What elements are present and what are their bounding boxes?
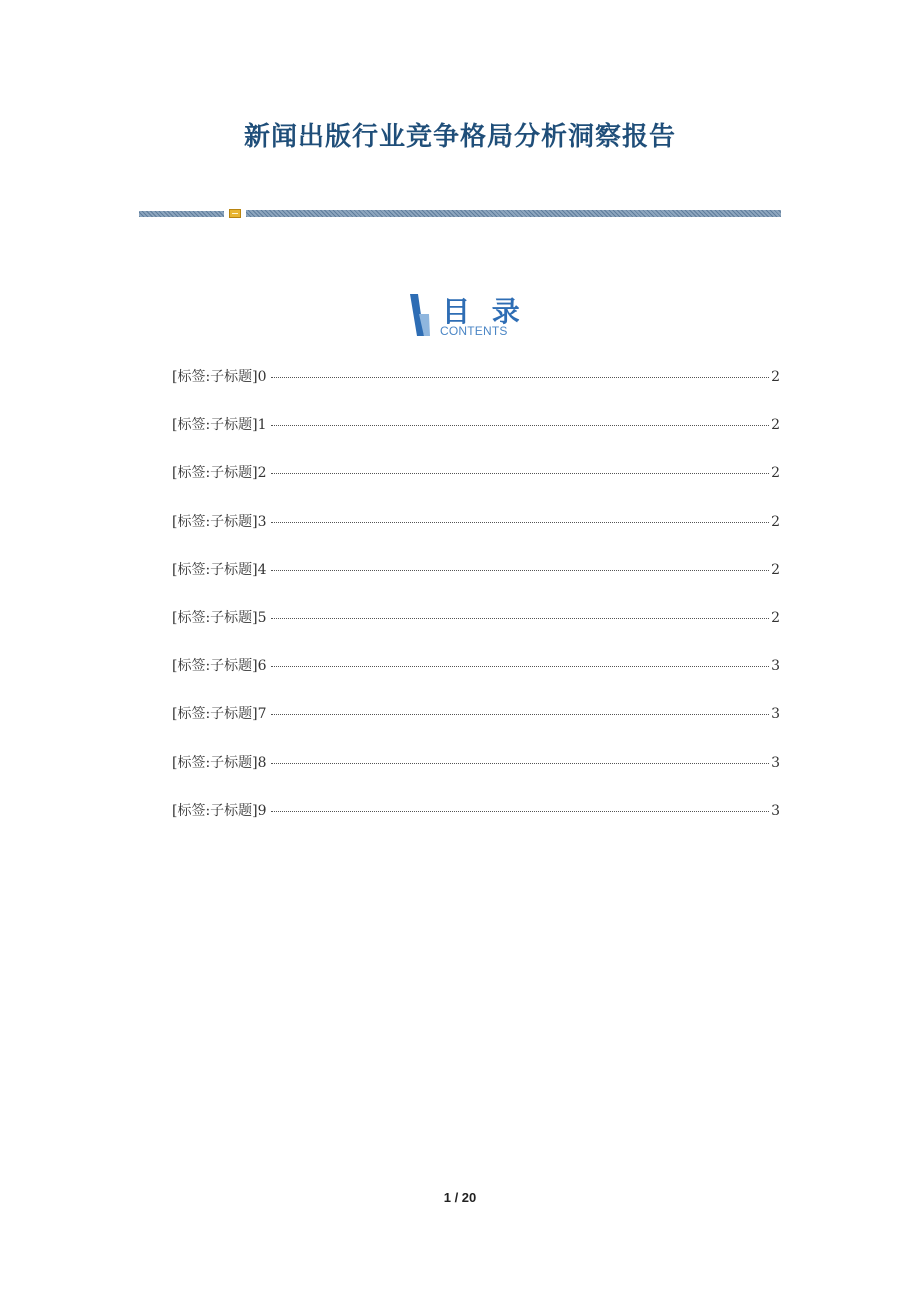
toc-entry-page: 3 [771, 802, 780, 819]
toc-mark-icon [409, 294, 431, 336]
toc-entry-page: 2 [771, 609, 780, 626]
toc-entry-label: [标签:子标题]3 [172, 513, 267, 530]
toc-entry[interactable] [172, 607, 780, 655]
toc-entry-page: 2 [771, 417, 780, 434]
toc-entry[interactable] [172, 752, 780, 800]
toc-entry-label: [标签:子标题]0 [172, 369, 267, 385]
toc-entry-label: [标签:子标题]8 [172, 754, 267, 771]
toc-entry-page: 2 [771, 465, 780, 482]
toc-entry-label: [标签:子标题]2 [172, 465, 267, 482]
toc-entry-page: 3 [771, 754, 780, 771]
title-divider [139, 209, 781, 219]
divider-bar-right [246, 210, 781, 217]
toc-entry-page: 2 [771, 513, 780, 530]
toc-entry[interactable] [172, 655, 780, 703]
toc-entry-leader [271, 425, 770, 426]
toc-entry-label: [标签:子标题]7 [172, 706, 267, 723]
page-indicator: 1 / 20 [443, 1190, 477, 1205]
toc-entry-page: 3 [771, 658, 780, 675]
toc-entry[interactable] [172, 559, 780, 607]
toc-entry-page: 2 [771, 369, 780, 385]
toc-entry-label: [标签:子标题]9 [172, 802, 267, 819]
toc-entry-leader [271, 666, 770, 667]
toc-entry-leader [271, 570, 770, 571]
toc-heading [409, 294, 539, 340]
toc-entry[interactable] [172, 462, 780, 510]
toc-entry-leader [271, 811, 770, 812]
toc-entry-leader [271, 763, 770, 764]
toc-entry[interactable] [172, 800, 780, 848]
toc-entry-leader [271, 473, 770, 474]
toc-entry-page: 2 [771, 561, 780, 578]
toc-entry-leader [271, 618, 770, 619]
toc-entry-label: [标签:子标题]1 [172, 417, 267, 434]
divider-bar-left [139, 211, 224, 217]
toc-entry[interactable] [172, 414, 780, 462]
toc-entry-label: [标签:子标题]4 [172, 561, 267, 578]
document-title: 新闻出版行业竞争格局分析洞察报告 [243, 122, 676, 152]
toc-entry[interactable] [172, 511, 780, 559]
toc-entry-page: 3 [771, 706, 780, 723]
toc-entry[interactable] [172, 366, 780, 414]
toc-entry-label: [标签:子标题]5 [172, 609, 267, 626]
toc-entry-leader [271, 377, 770, 378]
toc-subtitle: CONTENTS [440, 324, 508, 338]
divider-badge-icon [229, 209, 241, 218]
toc-list [172, 366, 780, 848]
toc-entry-leader [271, 714, 770, 715]
toc-entry-label: [标签:子标题]6 [172, 658, 267, 675]
toc-title: 目 录 [442, 295, 526, 328]
toc-entry-leader [271, 522, 770, 523]
toc-entry[interactable] [172, 703, 780, 751]
